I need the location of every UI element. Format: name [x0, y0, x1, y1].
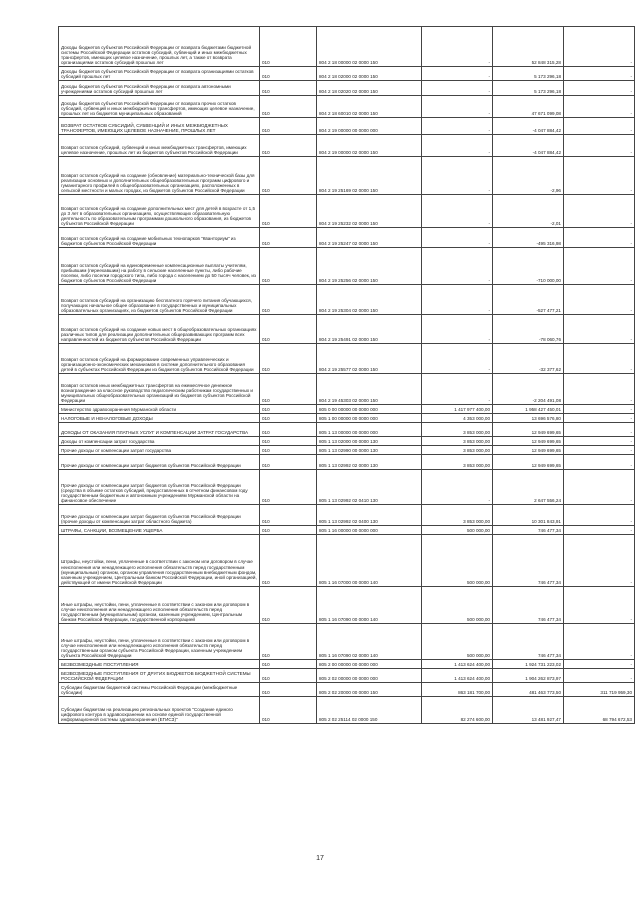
row-remainder-value-cell: -: [564, 315, 635, 344]
table-row: [59, 118, 635, 135]
table-row: [59, 374, 635, 405]
row-remainder-value-cell: -: [564, 624, 635, 660]
row-budget-code-cell: 804 2 19 25491 02 0000 150: [317, 315, 422, 344]
row-name-cell: Субсидии бюджетам на реализацию региональных проектов "Создание единого цифрового контура в здравоохранении на основе единой государственной информационной системы здравоохранения (ЕГИСЗ)": [59, 697, 260, 724]
row-budget-code-cell: 805 2 00 00000 00 0000 000: [317, 660, 422, 669]
row-admin-code-cell: 010: [260, 27, 317, 67]
row-actual-value-cell: 2 647 556,24: [493, 470, 564, 505]
row-budget-code-cell: 805 1 16 00000 00 0000 000: [317, 526, 422, 535]
row-remainder-value-cell: -: [564, 195, 635, 228]
table-row: [59, 624, 635, 660]
table-row: [59, 470, 635, 505]
row-budget-code-cell: 805 2 02 20000 00 0000 150: [317, 683, 422, 697]
row-name-cell: ШТРАФЫ, САНКЦИИ, ВОЗМЕЩЕНИЕ УЩЕРБА: [59, 526, 260, 535]
row-budget-code-cell: 804 2 18 02000 02 0000 150: [317, 67, 422, 81]
table-row: [59, 587, 635, 624]
row-plan-value-cell: 500 000,00: [422, 526, 493, 535]
row-budget-code-cell: 804 2 19 25247 02 0000 150: [317, 228, 422, 248]
row-name-cell: Возврат остатков субсидий на создание новых мест в общеобразовательных организациях различных типов для реализации дополнительных общеразвивающих программ всех направленностей из бюджетов субъектов Российской Федерации: [59, 315, 260, 344]
row-admin-code-cell: 010: [260, 669, 317, 683]
row-remainder-value-cell: 311 719 959,30: [564, 683, 635, 697]
row-budget-code-cell: 804 2 19 25232 02 0000 150: [317, 195, 422, 228]
row-actual-value-cell: 52 848 315,28: [493, 27, 564, 67]
row-name-cell: Прочие доходы от компенсации затрат бюджетов субъектов Российской Федерации (прочие доходы от компенсации затрат областного бюджета): [59, 505, 260, 526]
row-name-cell: Прочие доходы от компенсации затрат бюджетов субъектов Российской Федерации: [59, 455, 260, 470]
row-budget-code-cell: 805 1 16 07000 00 0000 140: [317, 535, 422, 587]
row-name-cell: Иные штрафы, неустойки, пени, уплаченные в соответствии с законом или договором в случае неисполнения или ненадлежащего исполнения обязательств перед государственным органом субъекта Российской Федерации, казенным учреждением субъекта Российской Федерации: [59, 624, 260, 660]
row-actual-value-cell: 746 477,34: [493, 587, 564, 624]
row-plan-value-cell: 3 853 000,00: [422, 455, 493, 470]
row-admin-code-cell: 010: [260, 228, 317, 248]
row-name-cell: Доходы бюджетов субъектов Российской Федерации от возврата прочих остатков субсидий, субвенций и иных межбюджетных трансфертов, имеющих целевое назначение, прошлых лет из бюджетов муниципальных образований: [59, 96, 260, 118]
revenue-table: [58, 26, 635, 724]
row-budget-code-cell: 805 0 00 00000 00 0000 000: [317, 405, 422, 414]
row-plan-value-cell: 3 853 000,00: [422, 505, 493, 526]
row-budget-code-cell: 804 2 19 25577 02 0000 150: [317, 344, 422, 374]
row-actual-value-cell: 13 696 576,80: [493, 414, 564, 423]
row-plan-value-cell: 3 853 000,00: [422, 437, 493, 446]
row-budget-code-cell: 804 2 19 25256 02 0000 150: [317, 248, 422, 285]
table-row: [59, 669, 635, 683]
row-admin-code-cell: 010: [260, 660, 317, 669]
row-name-cell: БЕЗВОЗМЕЗДНЫЕ ПОСТУПЛЕНИЯ: [59, 660, 260, 669]
row-remainder-value-cell: -: [564, 470, 635, 505]
row-remainder-value-cell: -: [564, 660, 635, 669]
row-remainder-value-cell: -: [564, 405, 635, 414]
row-name-cell: Доходы бюджетов субъектов Российской Федерации от возврата организациями остатков субсидий прошлых лет: [59, 67, 260, 81]
row-name-cell: БЕЗВОЗМЕЗДНЫЕ ПОСТУПЛЕНИЯ ОТ ДРУГИХ БЮДЖЕТОВ БЮДЖЕТНОЙ СИСТЕМЫ РОССИЙСКОЙ ФЕДЕРАЦИИ: [59, 669, 260, 683]
row-remainder-value-cell: 68 794 672,53: [564, 697, 635, 724]
row-name-cell: Возврат остатков субсидий на создание (обновление) материально-технической базы для реализации основных и дополнительных общеобразовательных программ цифрового и гуманитарного профилей в общеобразовательных организациях, расположенных в сельской местности и малых городах, из бюджетов субъектов Российской Федерации: [59, 157, 260, 195]
row-remainder-value-cell: -: [564, 27, 635, 67]
table-row: [59, 683, 635, 697]
row-actual-value-cell: 5 173 296,18: [493, 81, 564, 96]
row-name-cell: Иные штрафы, неустойки, пени, уплаченные в соответствии с законом или договором в случае неисполнения или ненадлежащего исполнения обязательств перед государственным (муниципальным) органом, казенным учреждением, Центральным банком Российской Федерации, государственной корпорацией: [59, 587, 260, 624]
row-actual-value-cell: -495 316,98: [493, 228, 564, 248]
row-admin-code-cell: 010: [260, 135, 317, 157]
row-plan-value-cell: 500 000,00: [422, 535, 493, 587]
row-budget-code-cell: 804 2 18 02020 02 0000 150: [317, 81, 422, 96]
row-admin-code-cell: 010: [260, 505, 317, 526]
row-plan-value-cell: 1 413 624 400,00: [422, 669, 493, 683]
row-remainder-value-cell: -: [564, 437, 635, 446]
row-admin-code-cell: 010: [260, 344, 317, 374]
row-admin-code-cell: 010: [260, 118, 317, 135]
row-admin-code-cell: 010: [260, 455, 317, 470]
row-budget-code-cell: 804 2 19 00000 00 0000 000: [317, 118, 422, 135]
row-remainder-value-cell: -: [564, 344, 635, 374]
row-remainder-value-cell: -: [564, 135, 635, 157]
row-actual-value-cell: 10 301 843,91: [493, 505, 564, 526]
row-actual-value-cell: -4 047 884,42: [493, 135, 564, 157]
row-actual-value-cell: 13 481 927,47: [493, 697, 564, 724]
row-plan-value-cell: -: [422, 67, 493, 81]
row-budget-code-cell: 805 1 13 02000 00 0000 130: [317, 437, 422, 446]
row-admin-code-cell: 010: [260, 437, 317, 446]
table-row: [59, 285, 635, 315]
row-plan-value-cell: 500 000,00: [422, 624, 493, 660]
row-actual-value-cell: -527 477,21: [493, 285, 564, 315]
row-admin-code-cell: 010: [260, 446, 317, 455]
row-budget-code-cell: 805 2 02 00000 00 0000 000: [317, 669, 422, 683]
row-plan-value-cell: -: [422, 248, 493, 285]
row-plan-value-cell: -: [422, 96, 493, 118]
row-admin-code-cell: 010: [260, 624, 317, 660]
row-name-cell: ДОХОДЫ ОТ ОКАЗАНИЯ ПЛАТНЫХ УСЛУГ И КОМПЕНСАЦИИ ЗАТРАТ ГОСУДАРСТВА: [59, 423, 260, 437]
table-row: [59, 505, 635, 526]
row-actual-value-cell: 746 477,34: [493, 535, 564, 587]
row-remainder-value-cell: -: [564, 157, 635, 195]
table-row: [59, 535, 635, 587]
row-remainder-value-cell: -: [564, 118, 635, 135]
table-row: [59, 81, 635, 96]
row-admin-code-cell: 010: [260, 414, 317, 423]
row-budget-code-cell: 805 1 16 07090 00 0000 140: [317, 587, 422, 624]
page-number: 17: [316, 855, 324, 862]
row-admin-code-cell: 010: [260, 96, 317, 118]
table-row: [59, 437, 635, 446]
row-actual-value-cell: 12 949 699,65: [493, 446, 564, 455]
row-plan-value-cell: 3 853 000,00: [422, 446, 493, 455]
row-plan-value-cell: 1 413 624 400,00: [422, 660, 493, 669]
table-row: [59, 455, 635, 470]
row-plan-value-cell: -: [422, 285, 493, 315]
row-budget-code-cell: 805 1 00 00000 00 0000 000: [317, 414, 422, 423]
row-actual-value-cell: -4 047 884,42: [493, 118, 564, 135]
row-budget-code-cell: 804 2 19 25169 02 0000 150: [317, 157, 422, 195]
row-admin-code-cell: 010: [260, 423, 317, 437]
row-admin-code-cell: 010: [260, 67, 317, 81]
row-name-cell: Министерство здравоохранения Мурманской области: [59, 405, 260, 414]
row-actual-value-cell: 12 949 699,65: [493, 437, 564, 446]
row-name-cell: Возврат остатков субсидий, субвенций и иных межбюджетных трансфертов, имеющих целевое назначение, прошлых лет из бюджетов субъектов Российской Федерации: [59, 135, 260, 157]
row-plan-value-cell: -: [422, 470, 493, 505]
row-remainder-value-cell: -: [564, 446, 635, 455]
row-name-cell: Возврат остатков субсидий на создание дополнительных мест для детей в возрасте от 1,5 до 3 лет в образовательных организациях, осуществляющих образовательную деятельность по образовательным программам дошкольного образования, из бюджетов субъектов Российской Федерации: [59, 195, 260, 228]
row-plan-value-cell: -: [422, 81, 493, 96]
row-plan-value-cell: 500 000,00: [422, 587, 493, 624]
row-remainder-value-cell: -: [564, 228, 635, 248]
row-plan-value-cell: 3 853 000,00: [422, 423, 493, 437]
row-name-cell: НАЛОГОВЫЕ И НЕНАЛОГОВЫЕ ДОХОДЫ: [59, 414, 260, 423]
row-remainder-value-cell: -: [564, 455, 635, 470]
row-actual-value-cell: 12 949 699,65: [493, 455, 564, 470]
row-budget-code-cell: 805 2 02 25114 02 0000 150: [317, 697, 422, 724]
row-admin-code-cell: 010: [260, 405, 317, 414]
row-actual-value-cell: 1 924 731 223,02: [493, 660, 564, 669]
row-remainder-value-cell: -: [564, 67, 635, 81]
table-row: [59, 526, 635, 535]
row-admin-code-cell: 010: [260, 697, 317, 724]
row-name-cell: Прочие доходы от компенсации затрат бюджетов субъектов Российской Федерации (средства в объеме остатков субсидий, предоставленных в отчетном финансовом году государственным бюджетным и автономным учреждениям Мурманской области на финансовое обеспечение: [59, 470, 260, 505]
row-name-cell: Возврат остатков субсидий на единовременные компенсационные выплаты учителям, прибывшим (переехавшим) на работу в сельские населенные пункты, либо рабочие поселки, либо поселки городского типа, либо города с населением до 50 тысяч человек, из бюджетов субъектов Российской Федерации: [59, 248, 260, 285]
row-admin-code-cell: 010: [260, 248, 317, 285]
row-admin-code-cell: 010: [260, 683, 317, 697]
table-row: [59, 228, 635, 248]
row-budget-code-cell: 804 2 19 45303 02 0000 150: [317, 374, 422, 405]
table-row: [59, 135, 635, 157]
row-admin-code-cell: 010: [260, 526, 317, 535]
table-row: [59, 446, 635, 455]
row-plan-value-cell: 82 274 600,00: [422, 697, 493, 724]
row-remainder-value-cell: -: [564, 81, 635, 96]
row-admin-code-cell: 010: [260, 315, 317, 344]
row-admin-code-cell: 010: [260, 587, 317, 624]
table-row: [59, 423, 635, 437]
row-budget-code-cell: 805 1 13 02992 02 0000 130: [317, 455, 422, 470]
row-remainder-value-cell: -: [564, 414, 635, 423]
row-remainder-value-cell: -: [564, 96, 635, 118]
row-budget-code-cell: 804 2 18 00000 02 0000 150: [317, 27, 422, 67]
row-remainder-value-cell: -: [564, 669, 635, 683]
row-name-cell: Доходы от компенсации затрат государства: [59, 437, 260, 446]
row-admin-code-cell: 010: [260, 285, 317, 315]
row-budget-code-cell: 804 2 19 00000 02 0000 150: [317, 135, 422, 157]
table-row: [59, 344, 635, 374]
row-admin-code-cell: 010: [260, 195, 317, 228]
row-name-cell: Возврат остатков субсидий на создание мобильных технопарков "Кванториум" из бюджетов субъектов Российской Федерации: [59, 228, 260, 248]
row-budget-code-cell: 805 1 13 02990 00 0000 130: [317, 446, 422, 455]
row-admin-code-cell: 010: [260, 81, 317, 96]
row-admin-code-cell: 010: [260, 374, 317, 405]
row-actual-value-cell: -2,96: [493, 157, 564, 195]
row-budget-code-cell: 805 1 13 02992 02 0400 130: [317, 505, 422, 526]
row-budget-code-cell: 804 2 19 25304 02 0000 150: [317, 285, 422, 315]
row-actual-value-cell: -32 377,62: [493, 344, 564, 374]
row-actual-value-cell: 1 958 427 450,01: [493, 405, 564, 414]
row-actual-value-cell: -2 204 491,08: [493, 374, 564, 405]
row-plan-value-cell: 863 181 700,00: [422, 683, 493, 697]
row-remainder-value-cell: -: [564, 374, 635, 405]
row-name-cell: Прочие доходы от компенсации затрат государства: [59, 446, 260, 455]
row-remainder-value-cell: -: [564, 587, 635, 624]
row-admin-code-cell: 010: [260, 535, 317, 587]
row-remainder-value-cell: -: [564, 423, 635, 437]
table-row: [59, 405, 635, 414]
row-actual-value-cell: -2,01: [493, 195, 564, 228]
row-plan-value-cell: -: [422, 157, 493, 195]
table-row: [59, 315, 635, 344]
row-plan-value-cell: -: [422, 344, 493, 374]
row-actual-value-cell: 12 949 699,65: [493, 423, 564, 437]
row-name-cell: Субсидии бюджетам бюджетной системы Российской Федерации (межбюджетные субсидии): [59, 683, 260, 697]
row-plan-value-cell: -: [422, 118, 493, 135]
row-actual-value-cell: 746 477,34: [493, 526, 564, 535]
row-budget-code-cell: 804 2 18 60010 02 0000 150: [317, 96, 422, 118]
table-row: [59, 195, 635, 228]
table-row: [59, 157, 635, 195]
row-actual-value-cell: 746 477,34: [493, 624, 564, 660]
row-plan-value-cell: -: [422, 195, 493, 228]
row-budget-code-cell: 805 1 16 07090 02 0000 140: [317, 624, 422, 660]
row-actual-value-cell: 47 671 099,08: [493, 96, 564, 118]
row-remainder-value-cell: -: [564, 248, 635, 285]
row-plan-value-cell: -: [422, 135, 493, 157]
row-name-cell: Возврат остатков субсидий на формирование современных управленческих и организационно-экономических механизмов в системе дополнительного образования детей в субъектах Российской Федерации из бюджетов субъектов Российской Федерации: [59, 344, 260, 374]
table-row: [59, 414, 635, 423]
row-name-cell: Штрафы, неустойки, пени, уплаченные в соответствии с законом или договором в случае неисполнения или ненадлежащего исполнения обязательств перед государственным (муниципальным) органом, органом управления государственным внебюджетным фондом, казенным учреждением, Центральным банком Российской Федерации, иной организацией, действующей от имени Российской Федерации: [59, 535, 260, 587]
row-budget-code-cell: 805 1 13 02992 02 0410 130: [317, 470, 422, 505]
table-row: [59, 96, 635, 118]
table-row: [59, 27, 635, 67]
row-actual-value-cell: 1 904 262 873,97: [493, 669, 564, 683]
row-admin-code-cell: 010: [260, 470, 317, 505]
row-name-cell: Доходы бюджетов субъектов Российской Федерации от возврата автономными учреждениями остатков субсидий прошлых лет: [59, 81, 260, 96]
table-row: [59, 67, 635, 81]
table-row: [59, 697, 635, 724]
row-actual-value-cell: -78 060,76: [493, 315, 564, 344]
row-name-cell: ВОЗВРАТ ОСТАТКОВ СУБСИДИЙ, СУБВЕНЦИЙ И ИНЫХ МЕЖБЮДЖЕТНЫХ ТРАНСФЕРТОВ, ИМЕЮЩИХ ЦЕЛЕВОЕ НАЗНАЧЕНИЕ, ПРОШЛЫХ ЛЕТ: [59, 118, 260, 135]
row-actual-value-cell: -710 000,00: [493, 248, 564, 285]
row-remainder-value-cell: -: [564, 285, 635, 315]
row-plan-value-cell: -: [422, 228, 493, 248]
row-name-cell: Возврат остатков иных межбюджетных трансфертов на ежемесячное денежное вознаграждение за классное руководство педагогическим работникам государственных и муниципальных общеобразовательных организаций из бюджетов субъектов Российской Федерации: [59, 374, 260, 405]
row-name-cell: Доходы бюджетов субъектов Российской Федерации от возврата бюджетами бюджетной системы Российской Федерации остатков субсидий, субвенций и иных межбюджетных трансфертов, имеющих целевое назначение, прошлых лет, а также от возврата организациями остатков субсидий прошлых лет: [59, 27, 260, 67]
row-plan-value-cell: -: [422, 315, 493, 344]
row-plan-value-cell: 4 353 000,00: [422, 414, 493, 423]
row-budget-code-cell: 805 1 13 00000 00 0000 000: [317, 423, 422, 437]
row-plan-value-cell: -: [422, 374, 493, 405]
row-remainder-value-cell: -: [564, 526, 635, 535]
table-row: [59, 248, 635, 285]
row-remainder-value-cell: -: [564, 535, 635, 587]
row-plan-value-cell: -: [422, 27, 493, 67]
row-remainder-value-cell: -: [564, 505, 635, 526]
row-name-cell: Возврат остатков субсидий на организацию бесплатного горячего питания обучающихся, получающих начальное общее образование в государственных и муниципальных образовательных организациях, из бюджетов субъектов Российской Федерации: [59, 285, 260, 315]
row-plan-value-cell: 1 417 977 400,00: [422, 405, 493, 414]
row-actual-value-cell: 5 173 296,18: [493, 67, 564, 81]
table-row: [59, 660, 635, 669]
row-actual-value-cell: 481 463 773,50: [493, 683, 564, 697]
row-admin-code-cell: 010: [260, 157, 317, 195]
